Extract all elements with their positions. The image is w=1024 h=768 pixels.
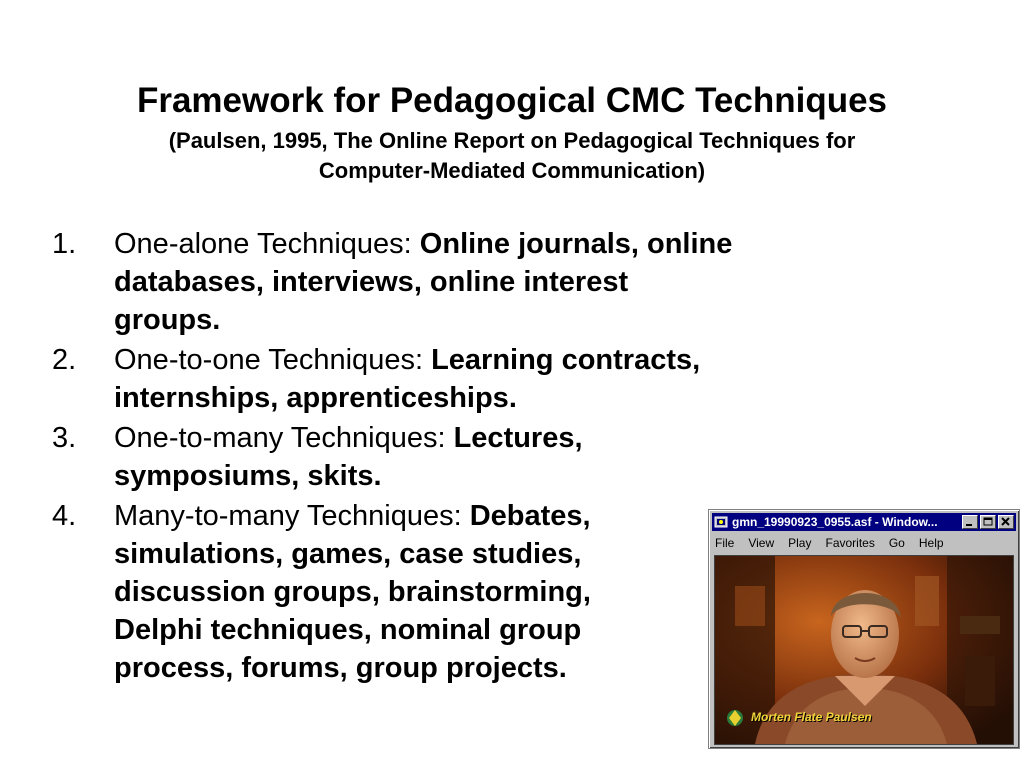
close-button[interactable] (998, 515, 1014, 529)
slide-subtitle (90, 126, 934, 186)
list-item-label: One-alone Techniques: (114, 228, 420, 260)
media-player-icon (714, 515, 728, 529)
player-title: gmn_19990923_0955.asf - Window... (732, 515, 938, 529)
minimize-button[interactable] (962, 515, 978, 529)
player-menubar (715, 534, 944, 552)
list-item-examples: Lectures, symposiums, skits. (114, 422, 583, 492)
subtitle-line-2: Computer-Mediated Communication) (318, 158, 706, 183)
list-item (52, 341, 754, 417)
maximize-button[interactable] (980, 515, 996, 529)
close-icon (999, 516, 1013, 528)
list-item-examples: Learning contracts, internships, apprenticeships. (114, 344, 701, 414)
menu-favorites[interactable]: Favorites (825, 536, 875, 550)
list-item-examples: Debates, simulations, games, case studies, discussion groups, brainstorming, Delphi techniques, nominal group process, forums, group projects. (114, 500, 591, 684)
list-item (52, 419, 674, 495)
video-frame[interactable] (714, 555, 1014, 745)
list-number: 2. (52, 344, 77, 376)
minimize-icon (963, 516, 977, 528)
menu-help[interactable]: Help (918, 536, 944, 550)
techniques-list (52, 225, 782, 689)
maximize-icon (981, 516, 995, 528)
media-player-window (708, 509, 1020, 749)
menu-file[interactable]: File (715, 536, 735, 550)
menu-go[interactable]: Go (888, 536, 905, 550)
list-item-label: One-to-one Techniques: (114, 344, 432, 376)
subtitle-line-1: (Paulsen, 1995, The Online Report on Pedagogical Techniques for (168, 128, 856, 153)
list-item (52, 497, 674, 687)
list-number: 1. (52, 228, 77, 260)
window-controls (962, 515, 1014, 529)
video-caption: Morten Flate Paulsen (751, 710, 872, 724)
list-item-label: Many-to-many Techniques: (114, 500, 470, 532)
slide-title: Framework for Pedagogical CMC Techniques (136, 81, 888, 120)
list-number: 3. (52, 422, 77, 454)
list-item-examples: Online journals, online databases, interviews, online interest groups. (114, 228, 733, 336)
list-item-label: One-to-many Techniques: (114, 422, 454, 454)
list-item (52, 225, 734, 339)
menu-view[interactable]: View (748, 536, 775, 550)
player-titlebar[interactable] (712, 513, 1016, 531)
list-number: 4. (52, 500, 77, 532)
menu-play[interactable]: Play (788, 536, 812, 550)
